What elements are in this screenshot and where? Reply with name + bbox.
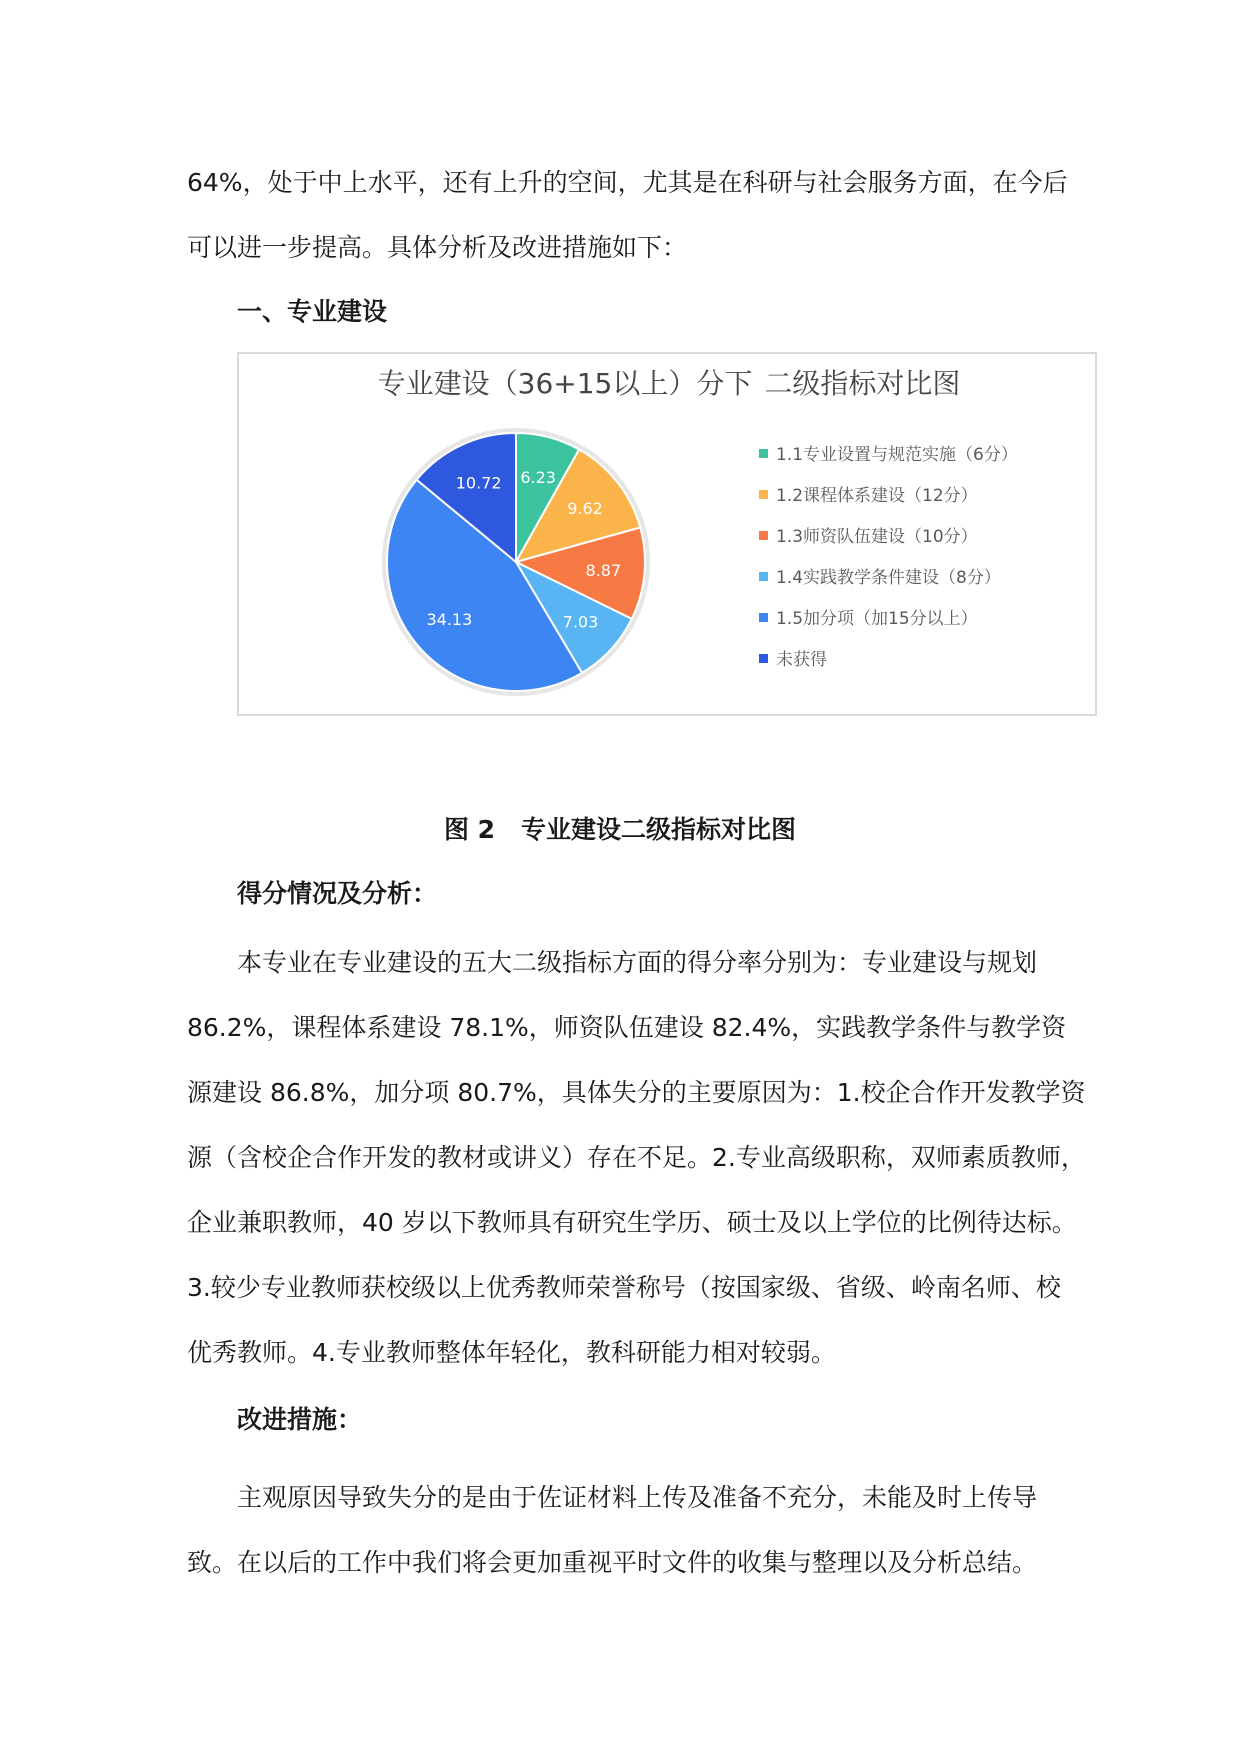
paragraph-line: 本专业在专业建设的五大二级指标方面的得分率分别为：专业建设与规划 [237,948,1038,977]
pie-data-label: 8.87 [585,561,622,581]
caption-text: 专业建设二级指标对比图 [521,815,797,844]
legend-item [759,645,827,675]
figure-caption [0,810,1240,850]
paragraph-line: 企业兼职教师，40 岁以下教师具有研究生学历、硕士及以上学位的比例待达标。 [187,1208,1077,1237]
legend-label: 未获得 [776,650,827,670]
pie-data-label: 9.62 [567,498,603,518]
legend-item [759,604,978,634]
legend-swatch [759,531,768,540]
caption-number: 图 2 [443,815,496,844]
legend-item [759,563,1001,593]
legend-item [759,440,1018,470]
paragraph-line: 优秀教师。4.专业教师整体年轻化，教科研能力相对较弱。 [187,1338,836,1367]
pie-data-label: 7.03 [562,612,599,632]
pie-data-label: 6.23 [520,468,556,488]
section-heading: 一、专业建设 [237,297,388,326]
legend-label: 1.2课程体系建设（12分） [776,486,978,506]
section-heading: 改进措施： [237,1405,363,1434]
paragraph-line: 86.2%，课程体系建设 78.1%，师资队伍建设 82.4%，实践教学条件与教学资 [187,1013,1067,1042]
chart-title-part2: 二级指标对比图 [764,367,961,400]
pie-data-label: 34.13 [426,610,473,630]
legend-swatch [759,613,768,622]
paragraph-line: 主观原因导致失分的是由于佐证材料上传及准备不充分，未能及时上传导 [237,1483,1038,1512]
legend-swatch [759,572,768,581]
pie-chart-panel [237,352,1097,716]
paragraph-line: 3.较少专业教师获校级以上优秀教师荣誉称号（按国家级、省级、岭南名师、校 [187,1273,1061,1302]
legend-label: 1.5加分项（加15分以上） [776,609,978,629]
legend-swatch [759,654,768,663]
section-heading: 得分情况及分析： [237,879,438,908]
legend-swatch [759,449,768,458]
chart-title-part1: 专业建设（36+15以上）分下 [377,367,753,400]
paragraph-line: 源（含校企合作开发的教材或讲义）存在不足。2.专业高级职称，双师素质教师， [187,1143,1086,1172]
paragraph-line: 64%，处于中上水平，还有上升的空间，尤其是在科研与社会服务方面，在今后 [187,168,1068,197]
legend-label: 1.4实践教学条件建设（8分） [776,568,1001,588]
pie-data-label: 10.72 [455,473,502,493]
paragraph-line: 源建设 86.8%，加分项 80.7%，具体失分的主要原因为：1.校企合作开发教学资 [187,1078,1086,1107]
paragraph-line: 致。在以后的工作中我们将会更加重视平时文件的收集与整理以及分析总结。 [187,1548,1038,1577]
legend-item [759,522,978,552]
paragraph-line: 可以进一步提高。具体分析及改进措施如下： [187,233,688,262]
legend-swatch [759,490,768,499]
legend-label: 1.3师资队伍建设（10分） [776,527,978,547]
legend-label: 1.1专业设置与规范实施（6分） [776,445,1018,465]
legend-item [759,481,978,511]
